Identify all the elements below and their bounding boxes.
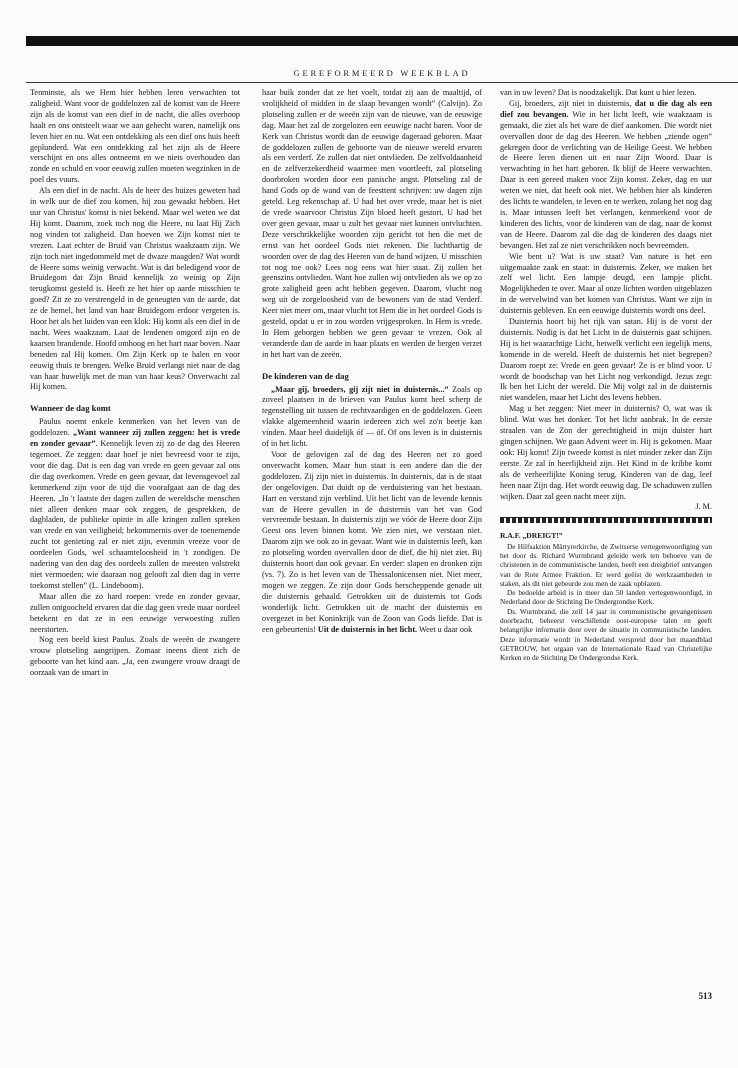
paragraph-text: Zoals op zoveel plaatsen in de brieven van Paulus komt heel scherp de tegenstelling uit tussen de rechtvaardigen en de goddelozen. Geen vlakke algemeenheid waarin iedereen zich wel zo'n beetje kan vinden. Maar heel duidelijk óf — óf. Of ons leven is in duisternis of in het licht.	[262, 384, 482, 449]
notice-paragraph: De Hilfsaktion Märtyrerkirche, de Zwitserse vertegenwoordiging van het door ds. Richard Wurmbrand geleide werk ten behoeve van de christenen in de communistische landen, heeft een dreigbrief ontvangen van de Rote Armee Fraktion. Er werd geëist de werkzaamheden te staken, als dit niet gebeurde zou men de zaak opblazen.	[500, 541, 712, 588]
paragraph-text: Gij, broeders, zijt niet in duisternis,	[509, 98, 635, 108]
paragraph: Wie bent u? Wat is uw staat? Van nature is het een uitgemaakte zaak en staat: in duisternis. Zeker, we maken het zelf wel licht. Een lampje deugd, een lampje plicht. Mogelijkheden te over. Maar al onze lichten worden uitgeblazen in de wervelwind van het komen van Christus. Want we zijn in duisternis gebleven. En een eeuwige duisternis wordt ons deel.	[500, 251, 712, 316]
paragraph-text: Paulus noemt enkele kenmerken van het leven van de goddelozen.	[30, 417, 240, 438]
notice-paragraph: Ds. Wurmbrand, die zelf 14 jaar in communistische gevangenissen doorbracht, beheerst verschillende oost-europese talen en geeft belangrijke informatie door over de situatie in communistische landen. Deze informatie wordt in Nederland verspreid door het maandblad GETROUW, het orgaan van de Internationale Raad van Christelijke Kerken en de Stichting De Ondergrondse Kerk.	[500, 606, 712, 663]
bold-quote: „Maar gij, broeders, gij zijt niet in duisternis...”	[271, 384, 449, 394]
paragraph: Mag u het zeggen: Niet meer in duisternis? O, wat was ik blind. Wat was het donker. Tot het licht aanbrak. In de eerste straalen van de Zon der gerechtigheid in mijn duister hart gingen schijnen. We gaan Advent weer in. Hij is gekomen. Maar ook: Hij komt! Zijn tweede komst is niet minder zeker dan Zijn eerste. Ze zal in heerlijkheid zijn. Het Kind in de kribbe komt als de verheerlijkte Koning terug. Kinderen van de dag, leef heen naar Zijn dag. Het wordt eeuwig dag. De schaduwen zullen wijken. Daar zal geen nacht meer zijn.	[500, 404, 712, 501]
running-header: GEREFORMEERD WEEKBLAD	[293, 68, 471, 78]
bold-phrase: dat u die dag als een dief zou bevangen.	[500, 98, 712, 119]
paragraph	[500, 99, 712, 252]
paragraph: haar buik zonder dat ze het voelt, totdat zij aan de maaltijd, of vrolijkheid of midden in de slaap bevangen wordt” (Calvijn). Zo plotseling zullen er de weeën zijn van de nieuwe, van de eeuwige dag. Maar het zal de zorgelozen een eeuwige nacht baren. Voor de Kerk van Christus wordt dan de eeuwige dageraad geboren. Maar de goddelozen zullen de geboorte van de nieuwe wereld ervaren als een verderf. Ze zullen dat niet ontvlieden. De zelfvoldaanheid en de zelfverzekerdheid waarmee men voortleeft, zal plotseling doorbroken worden door een panische angst. Plotseling zal de hand Gods op de wand van de feesttent schrijven: uw dagen zijn geteld. Leg rekenschap af. U had het over vrede, maar het is niet de vrede waarvoor Christus Zijn bloed heeft gestort. U had het over geen gevaar, maar u zult het gevaar niet kunnen ontvluchten. Deze verschrikkelijke woorden zijn gericht tot hen die met de ernst van het oordeel Gods niet rekenen. Die luchthartig de woorden over de dag des Heeren van de hand wijzen. U misschien tot nog toe ook? Lees nog eens wat hier staat. Zij zullen het geenszins ontvlieden. Want hoe zullen wij ontvlieden als we op zo grote zaligheid geen acht hebben gegeven. Daarom, vlucht nog weg uit de zorgeloosheid van de bewoners van de stad Verderf. Keer niet meer om, maar vlucht tot Hem die in het oordeel Gods is gesteld, opdat u er in zou worden vrijgesproken. In Hem is vrede. In Hem geborgen hebben we geen gevaar te vrezen. Ook al veranderde dan de aarde in haar plaats en werden de bergen verzet in het hart van de zeeën.	[262, 88, 482, 359]
paragraph-text: Wie in het licht leeft, wie waakzaam is gemaakt, die ziet als het ware de dief aankomen. Die wordt niet overvallen door de dag des Heeren. We hebben „ziende ogen” gekregen door de verlichting van de Heilige Geest. We hebben de Heere leren dienen uit en naar Zijn Woord. Daar is verwachting in het hart geboren. Ik blijf de Heere verwachten. Daar is een gereed maken voor Zijn komst. Zeker, dag en uur weten we niet, dat heeft ook niet. We hebben hier als kinderen des lichts te wandelen, te leven en te werken, zolang het nog dag is. Maar intussen leeft het verlangen, kenmerkend voor de kinderen des lichts, voor de kinderen van de dag, naar de komst van de Heere. Daarom zal die dag de kinderen des daags niet bevangen. Het zal ze niet verschrikken noch bevreemden.	[500, 109, 712, 250]
paragraph: Tenminste, als we Hem hier hebben leren verwachten tot zaligheid. Want voor de goddelozen zal de komst van de Heere zijn als de komst van een dief in de nacht, die alles overhoop haalt en ons ontsteelt waar we aan gehecht waren, namelijk ons leven hier en nu. Wat een ontdekking als een dief ons huis heeft geplunderd. Wat een ontdekking zal het zijn als de Heere verschijnt en ons alles ontneemt en we niets overhouden dan zonde en schuld en voor eeuwig zullen moeten wegzinken in de poel des vuurs.	[30, 88, 240, 185]
news-notice	[500, 531, 712, 662]
notice-title: R.A.F. „DREIGT!”	[500, 531, 563, 541]
section-heading: De kinderen van de dag	[262, 370, 349, 381]
author-signature: J. M.	[695, 502, 712, 512]
paragraph-text: Voor de gelovigen zal de dag des Heeren net zo goed onverwacht komen. Maar hun staat is een andere dan die der goddelozen. Zij zijn niet in duisternis. In duisternis, dat is de staat der ongelovigen. Dat duidt op de verduistering van het bestaan. Hart en verstand zijn verblind. Uit het licht van de levende kennis van de Heere gevallen in de duisternis van het van God vervreemde bestaan. In duisternis zijn we vóór de Heere door Zijn Geest ons leven binnen komt. We zien niet, we verstaan niet. Daarom zijn we ook zo in gevaar. Want wie in duisternis leeft, kan zo plotseling worden overvallen door de dief, die hij niet ziet. Bij duisternis hoort dan ook gevaar. En verder: slapen en dronken zijn (vs. 7). Zo is het leven van de Thessalonicensen niet. Niet meer, mogen we zeggen. Ze zijn door Gods herscheppende genade uit die duisternis gehaald. Getrokken uit de duisternis tot Gods wonderlijk licht. Getrokken uit de macht der duisternis en overgezet in het Koninkrijk van de Zoon van Gods liefde. Dat is een gebeurtenis!	[262, 450, 482, 634]
separator-rule	[500, 517, 712, 523]
header-rule	[26, 82, 738, 83]
paragraph-text: Weet u daar ook	[417, 624, 473, 634]
top-black-rule	[26, 36, 738, 46]
paragraph: van in uw leven? Dat is noodzakelijk. Dat kunt u hier lezen.	[500, 88, 697, 97]
paragraph: Als een dief in de nacht. Als de heer des huizes geweten had in welk uur de dief zou komen, hij zou gewaakt hebben. Het uur van Christus' komst is niet bekend. Maar wel weten we dat Hij komt. Daarom, zoek toch nog die Heere, nu laat Hij Zich nog vinden tot zaligheid. Dan hoeven we Zijn komst niet te vrezen. Laat echter de Bruid van Christus waakzaam zijn. We zijn toch niet ingedommeld met de dwaze maagden? Wat wordt de Heere soms weinig verwacht. Wat is dat beledigend voor de Bruidegom dat Zijn Bruid kennelijk zo weinig op Zijn terugkomst gesteld is. Heeft ze het hier op aarde misschien te goed? Zit ze zo verstrengeld in de geneugten van de aarde, dat ze de hemel, het land van haar Bruidegom erdoor vergeten is. Hoor het als het luiden van een klok: Hij komt als een dief in de nacht. Wees waakzaam. Laat de lendenen omgord zijn en de kaarsen brandende. Hoofd omhoog en het hart naar boven. Naar beneden zal Hij komen. Om Zijn Kerk op te halen en voor eeuwig thuis te brengen. Welke Bruid verlangt niet naar de dag van haar huwelijk met de man van haar keus? Onverwacht zal Hij komen.	[30, 186, 240, 392]
paragraph: Maar allen die zo hard roepen: vrede en zonder gevaar, zullen ontgoocheld ervaren dat die dag geen vrede maar oordeel betekent en dat ze in een eeuwige verwoesting zullen neerstorten.	[30, 591, 240, 634]
paragraph-text: . Kennelijk leven zij zo de dag des Heeren tegemoet. Ze zeggen: daar hoef je niet bevreesd voor te zijn, voor die dag. Dat is een dag van vrede en geen gevaar zal ons die dag overkomen. Vrede en geen gevaar, dat levensgevoel zal kenmerkend zijn voor de tijd die voorafgaat aan de dag des Heeren. „In 't laatste der dagen zullen de wereldsche menschen niet alleen denken maar ook zeggen, de gesprekken, de dagbladen, de publieke opinie in alle kringen zullen spreken van vrede en van veiligheid; bekommernis over de toenemende zucht tot genieting zal er niet zijn, evenmin vreeze voor de oordeelen Gods, wel schaamteloosheid in 't zondigen. De nadering van den dag des oordeels zullen de meesten volstrekt niet vermoeden; wie daaraan nog gelooft zal dien dag in verre toekomst stellen” (L. Lindeboom).	[30, 439, 240, 590]
bold-quote: „Want wanneer zij zullen zeggen: het is vrede en zonder gevaar”	[30, 428, 240, 449]
paragraph	[30, 417, 240, 592]
paragraph	[262, 385, 482, 450]
notice-paragraph: De bedoelde arbeid is in meer dan 50 landen vertegenwoordigd, in Nederland door de Stichting De Ondergrondse Kerk.	[500, 588, 712, 607]
bold-phrase: Uit de duisternis in het licht.	[317, 624, 418, 634]
paragraph: Duisternis hoort bij het rijk van satan. Hij is de vorst der duisternis. Nodig is dat het Licht in de duisternis gaat schijnen. Hij is het waarachtige Licht, hetwelk verlicht een iegelijk mens, komende in de wereld. Heeft de duisternis het niet begrepen? Daarom roept ze: Vrede en geen gevaar! Ze is er blind voor. U wordt de boodschap van het Licht nog verkondigd. Jezus zegt: Ik ben het Licht der wereld. Die Mij volgt zal in de duisternis niet wandelen, maar het Licht des levens hebben.	[500, 317, 712, 403]
paragraph: Nog een beeld kiest Paulus. Zoals de weeën de zwangere vrouw plotseling aangrijpen. Zomaar ineens dient zich de geboorte van het kind aan. „Ja, een zwangere vrouw draagt de oorzaak van de smart in	[30, 635, 240, 678]
column-1	[30, 88, 240, 679]
page-number: 513	[698, 991, 712, 1001]
column-3	[500, 88, 712, 663]
column-2	[262, 88, 482, 635]
section-heading: Wanneer de dag komt	[30, 403, 111, 414]
paragraph	[262, 450, 482, 635]
